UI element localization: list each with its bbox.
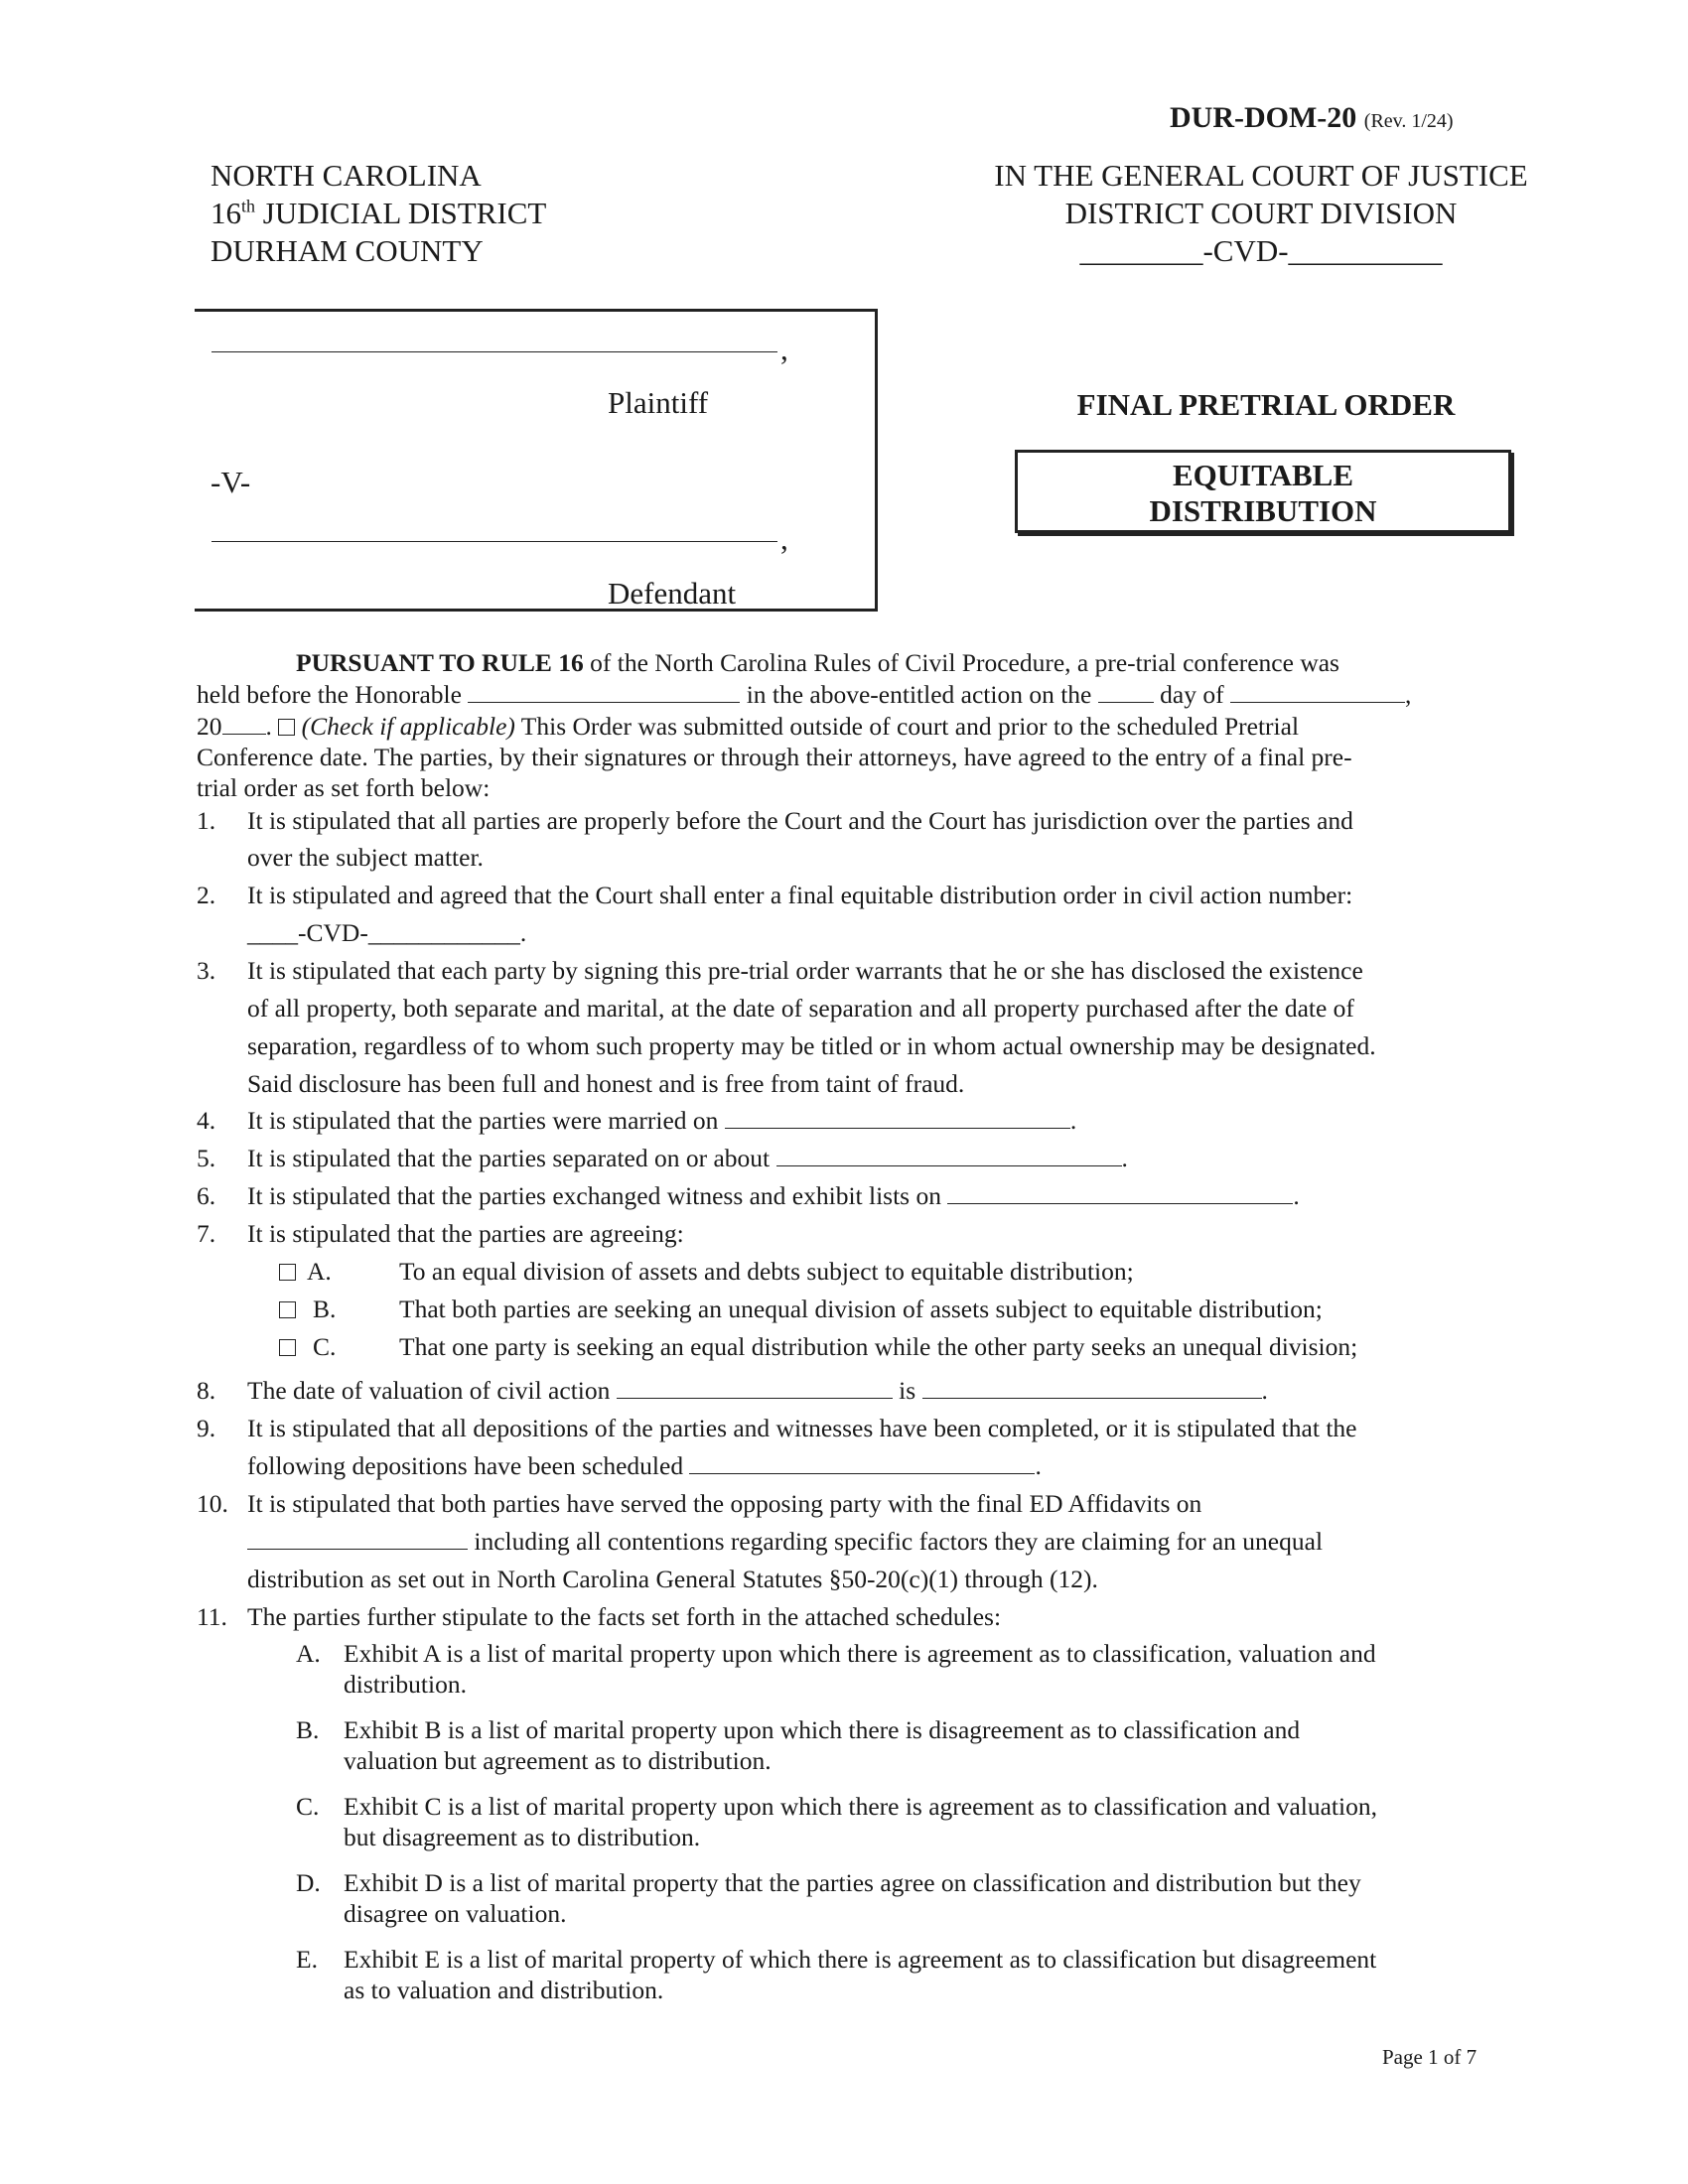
- list-item-3-line3: separation, regardless of to whom such property may be titled or in whom actual ownership may be designated.: [247, 1031, 1376, 1060]
- subtitle-box: [1015, 450, 1511, 533]
- valuation-action-field[interactable]: [617, 1376, 893, 1399]
- day-field[interactable]: [1098, 680, 1154, 703]
- page-number: Page 1 of 7: [1382, 2045, 1477, 2069]
- court-jurisdiction: [211, 157, 546, 270]
- exhibit-b-cont: valuation but agreement as to distribution.: [344, 1746, 772, 1775]
- form-id: [1170, 101, 1454, 135]
- versus-label: -V-: [211, 465, 251, 499]
- option-7a-checkbox[interactable]: [279, 1264, 296, 1281]
- option-7b-checkbox[interactable]: [279, 1301, 296, 1318]
- subtitle-line2: DISTRIBUTION: [1149, 493, 1377, 528]
- option-7c-checkbox[interactable]: [279, 1339, 296, 1356]
- option-7c: C. That one party is seeking an equal distribution while the other party seeks an unequal division;: [279, 1331, 296, 1362]
- list-item-9-cont: following depositions have been scheduled .: [247, 1451, 1042, 1480]
- division-label: DISTRICT COURT DIVISION: [1064, 196, 1458, 230]
- form-revision: (Rev. 1/24): [1363, 110, 1454, 132]
- defendant-name-field[interactable]: [211, 541, 777, 542]
- list-item-1-cont: over the subject matter.: [247, 843, 484, 872]
- outside-court-checkbox[interactable]: [278, 719, 295, 736]
- intro-line3: 20 . (Check if applicable) This Order was submitted outside of court and prior to the scheduled Pretrial: [197, 712, 1300, 741]
- plaintiff-name-field[interactable]: [211, 351, 777, 352]
- state-label: NORTH CAROLINA: [211, 158, 482, 193]
- list-item-3-line4: Said disclosure has been full and honest and is free from taint of fraud.: [247, 1069, 965, 1098]
- depositions-field[interactable]: [689, 1451, 1035, 1474]
- intro-line4: Conference date. The parties, by their signatures or through their attorneys, have agreed to the entry of a final pre-: [197, 743, 1352, 771]
- marriage-date-field[interactable]: [725, 1106, 1070, 1129]
- judge-name-field[interactable]: [468, 680, 740, 703]
- list-item-10-line2: including all contentions regarding specific factors they are claiming for an unequal: [247, 1526, 1323, 1557]
- intro-line2: held before the Honorable in the above-entitled action on the day of ,: [197, 680, 1412, 709]
- affidavit-date-field[interactable]: [247, 1527, 468, 1550]
- exhibit-e-cont: as to valuation and distribution.: [344, 1976, 664, 2004]
- year-field[interactable]: [222, 712, 266, 735]
- court-label: IN THE GENERAL COURT OF JUSTICE: [994, 158, 1528, 193]
- county-label: DURHAM COUNTY: [211, 233, 484, 268]
- valuation-date-field[interactable]: [922, 1376, 1262, 1399]
- defendant-comma: ,: [780, 521, 788, 556]
- option-7a: A. To an equal division of assets and debts subject to equitable distribution;: [279, 1256, 296, 1287]
- exchange-date-field[interactable]: [947, 1181, 1293, 1204]
- option-7b: B. That both parties are seeking an unequal division of assets subject to equitable distribution;: [279, 1294, 296, 1324]
- case-caption-box: [195, 309, 878, 612]
- separation-date-field[interactable]: [776, 1144, 1122, 1166]
- exhibit-d-cont: disagree on valuation.: [344, 1899, 567, 1928]
- case-number-field[interactable]: ________-CVD-__________: [1079, 233, 1443, 268]
- defendant-label: Defendant: [608, 576, 737, 611]
- civil-action-number-field[interactable]: ____-CVD-____________.: [247, 918, 527, 947]
- subtitle-line1: EQUITABLE: [1172, 458, 1354, 492]
- intro-line1: PURSUANT TO RULE 16 of the North Carolina Rules of Civil Procedure, a pre-trial conference was: [296, 648, 1339, 677]
- form-code: DUR-DOM-20: [1170, 101, 1357, 134]
- page-title: FINAL PRETRIAL ORDER: [1076, 387, 1456, 422]
- list-item-3-line2: of all property, both separate and marital, at the date of separation and all property purchased after the date of: [247, 994, 1354, 1023]
- intro-line5: trial order as set forth below:: [197, 773, 491, 802]
- month-field[interactable]: [1230, 680, 1405, 703]
- plaintiff-comma: ,: [780, 332, 788, 366]
- exhibit-a-cont: distribution.: [344, 1670, 467, 1699]
- plaintiff-label: Plaintiff: [608, 385, 709, 420]
- district-label: 16th JUDICIAL DISTRICT: [211, 196, 547, 230]
- exhibit-c-cont: but disagreement as to distribution.: [344, 1823, 701, 1851]
- court-division: [973, 157, 1549, 270]
- list-item-10-line3: distribution as set out in North Carolina General Statutes §50-20(c)(1) through (12).: [247, 1565, 1098, 1593]
